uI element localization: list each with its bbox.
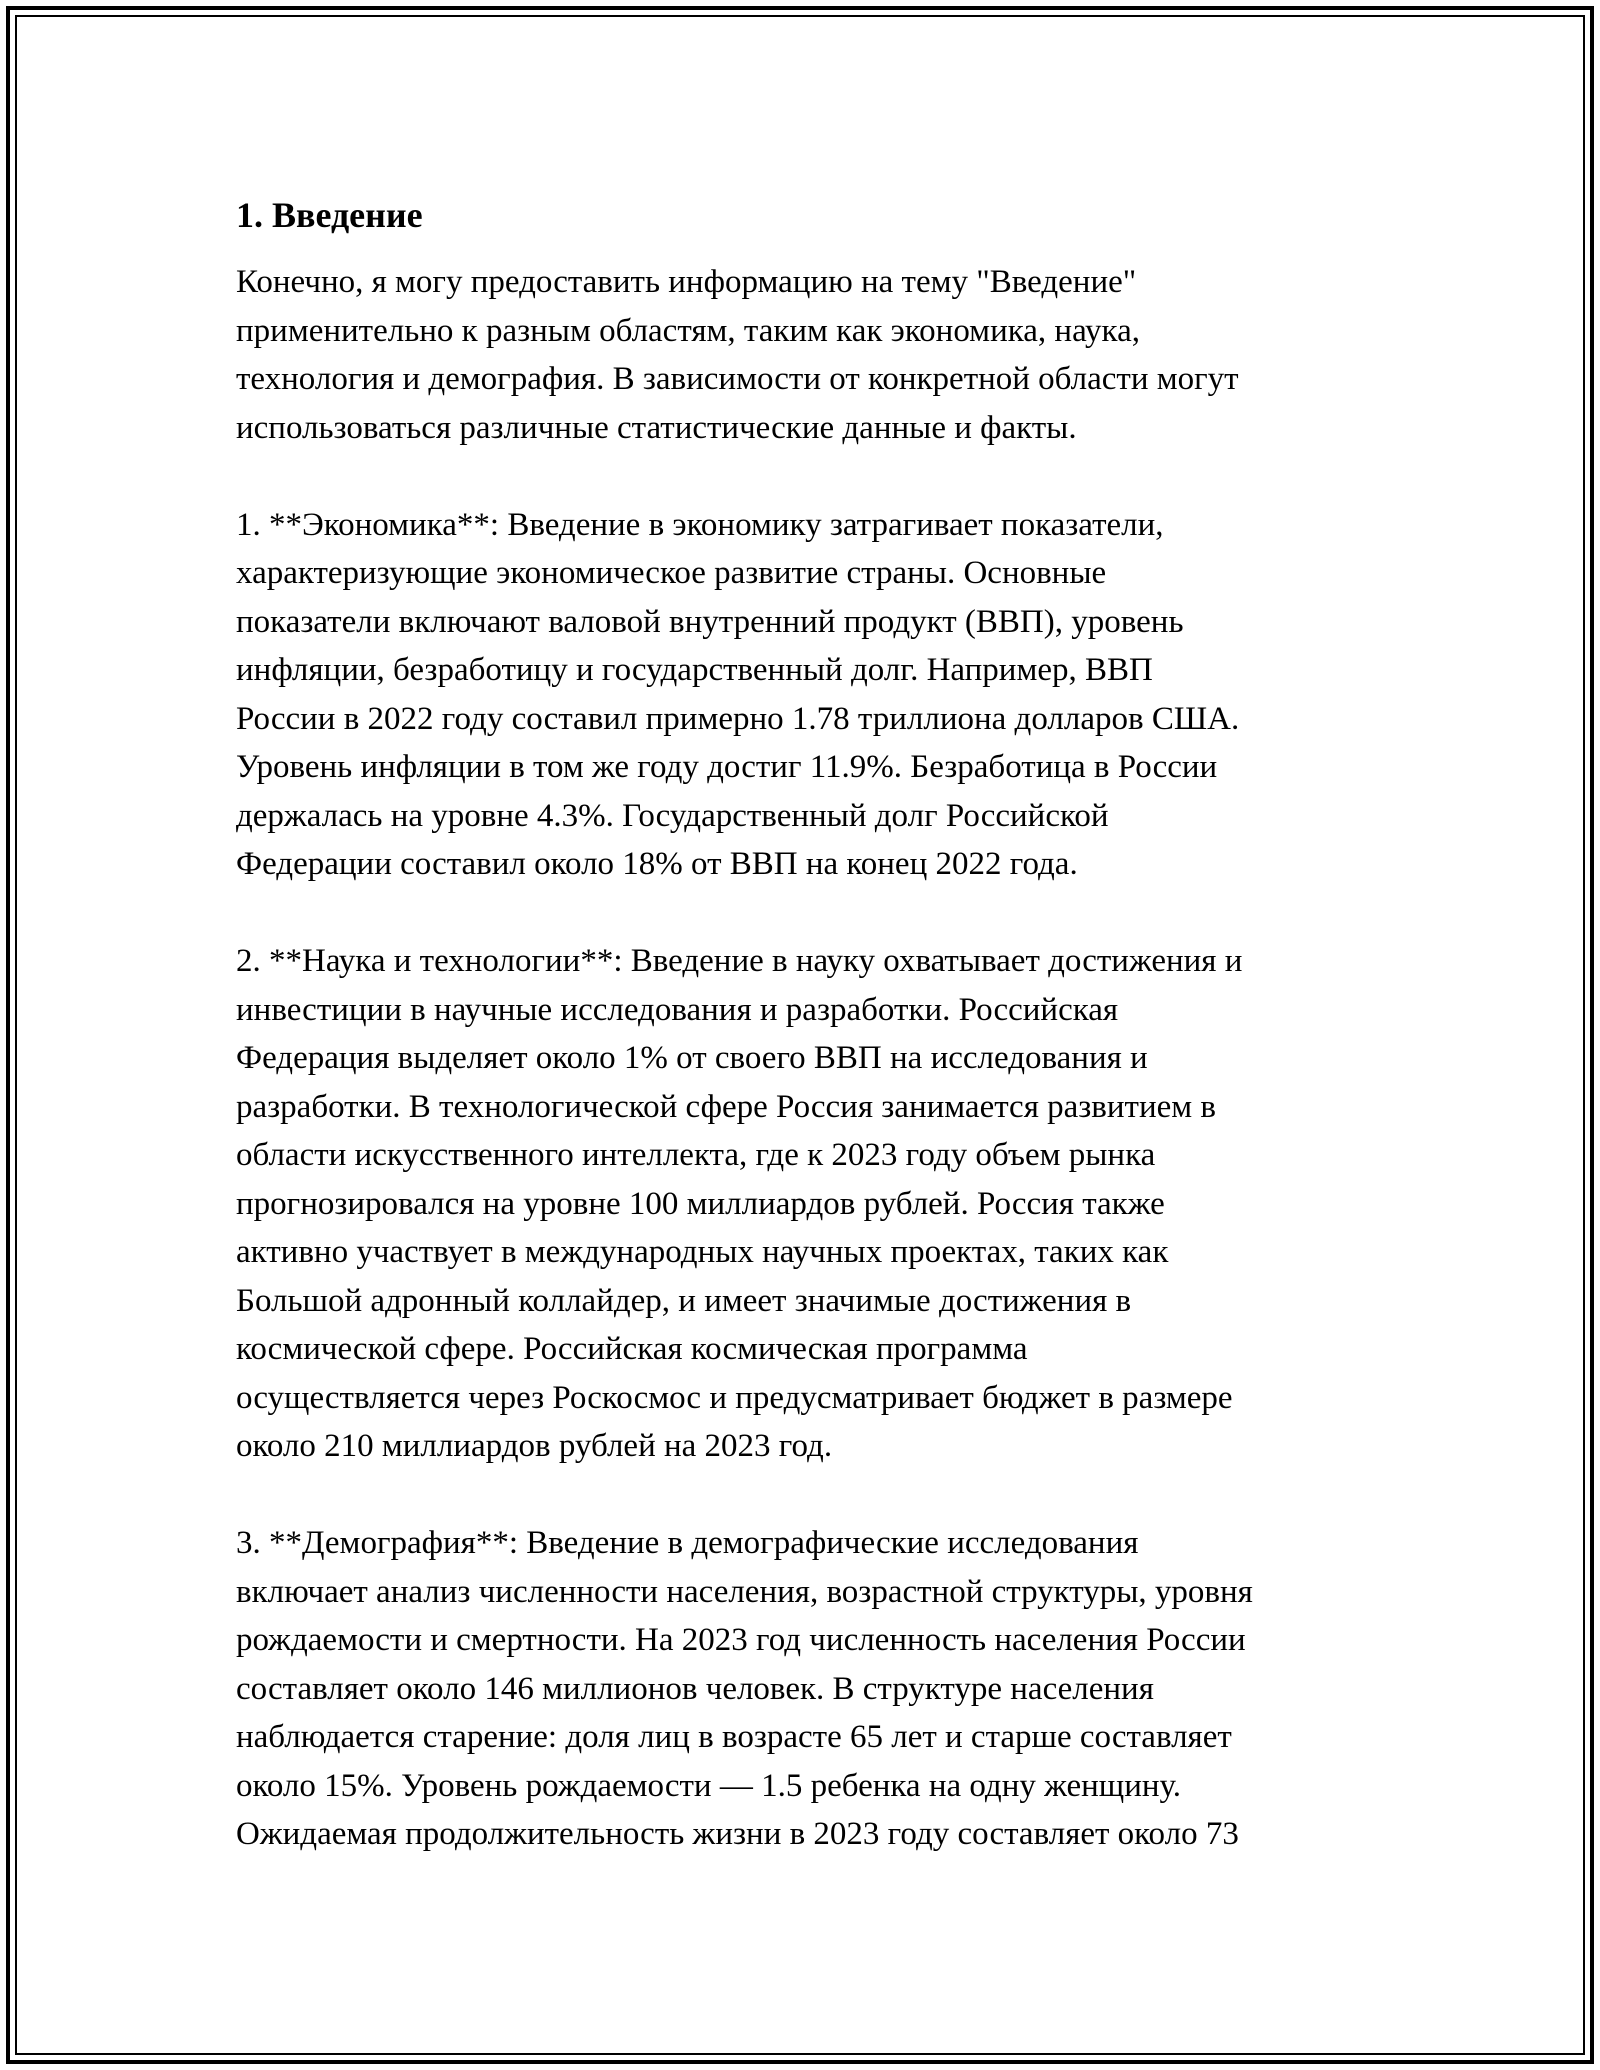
intro-paragraph: Конечно, я могу предоставить информацию на тему "Введение" применительно к разным областям, таким как экономика, наука, технология и демография. В зависимости от конкретной области могут использоваться различные статистические данные и факты. — [236, 264, 1239, 446]
demography-paragraph: 3. **Демография**: Введение в демографические исследования включает анализ численности населения, возрастной структуры, уровня рождаемости и смертности. На 2023 год численность населения России составляет около 146 миллионов человек. В структуре населения наблюдается старение: доля лиц в возрасте 65 лет и старше составляет около 15%. Уровень рождаемости — 1.5 ребенка на одну женщину. Ожидаемая продолжительность жизни в 2023 году составляет около 73 — [236, 1525, 1253, 1852]
economy-paragraph: 1. **Экономика**: Введение в экономику затрагивает показатели, характеризующие экономическое развитие страны. Основные показатели включают валовой внутренний продукт (ВВП), уровень инфляции, безработицу и государственный долг. Например, ВВП России в 2022 году составил примерно 1.78 триллиона долларов США. Уровень инфляции в том же году достиг 11.9%. Безработица в России держалась на уровне 4.3%. Государственный долг Российской Федерации составил около 18% от ВВП на конец 2022 года. — [236, 506, 1240, 882]
section-heading: 1. Введение — [236, 195, 423, 235]
document-body — [236, 186, 1386, 1859]
science-technology-paragraph: 2. **Наука и технологии**: Введение в науку охватывает достижения и инвестиции в научные исследования и разработки. Российская Федерация выделяет около 1% от своего ВВП на исследования и разработки. В технологической сфере Россия занимается развитием в области искусственного интеллекта, где к 2023 году объем рынка прогнозировался на уровне 100 миллиардов рублей. Россия также активно участвует в международных научных проектах, таких как Большой адронный коллайдер, и имеет значимые достижения в космической сфере. Российская космическая программа осуществляется через Роскосмос и предусматривает бюджет в размере около 210 миллиардов рублей на 2023 год. — [236, 943, 1243, 1464]
